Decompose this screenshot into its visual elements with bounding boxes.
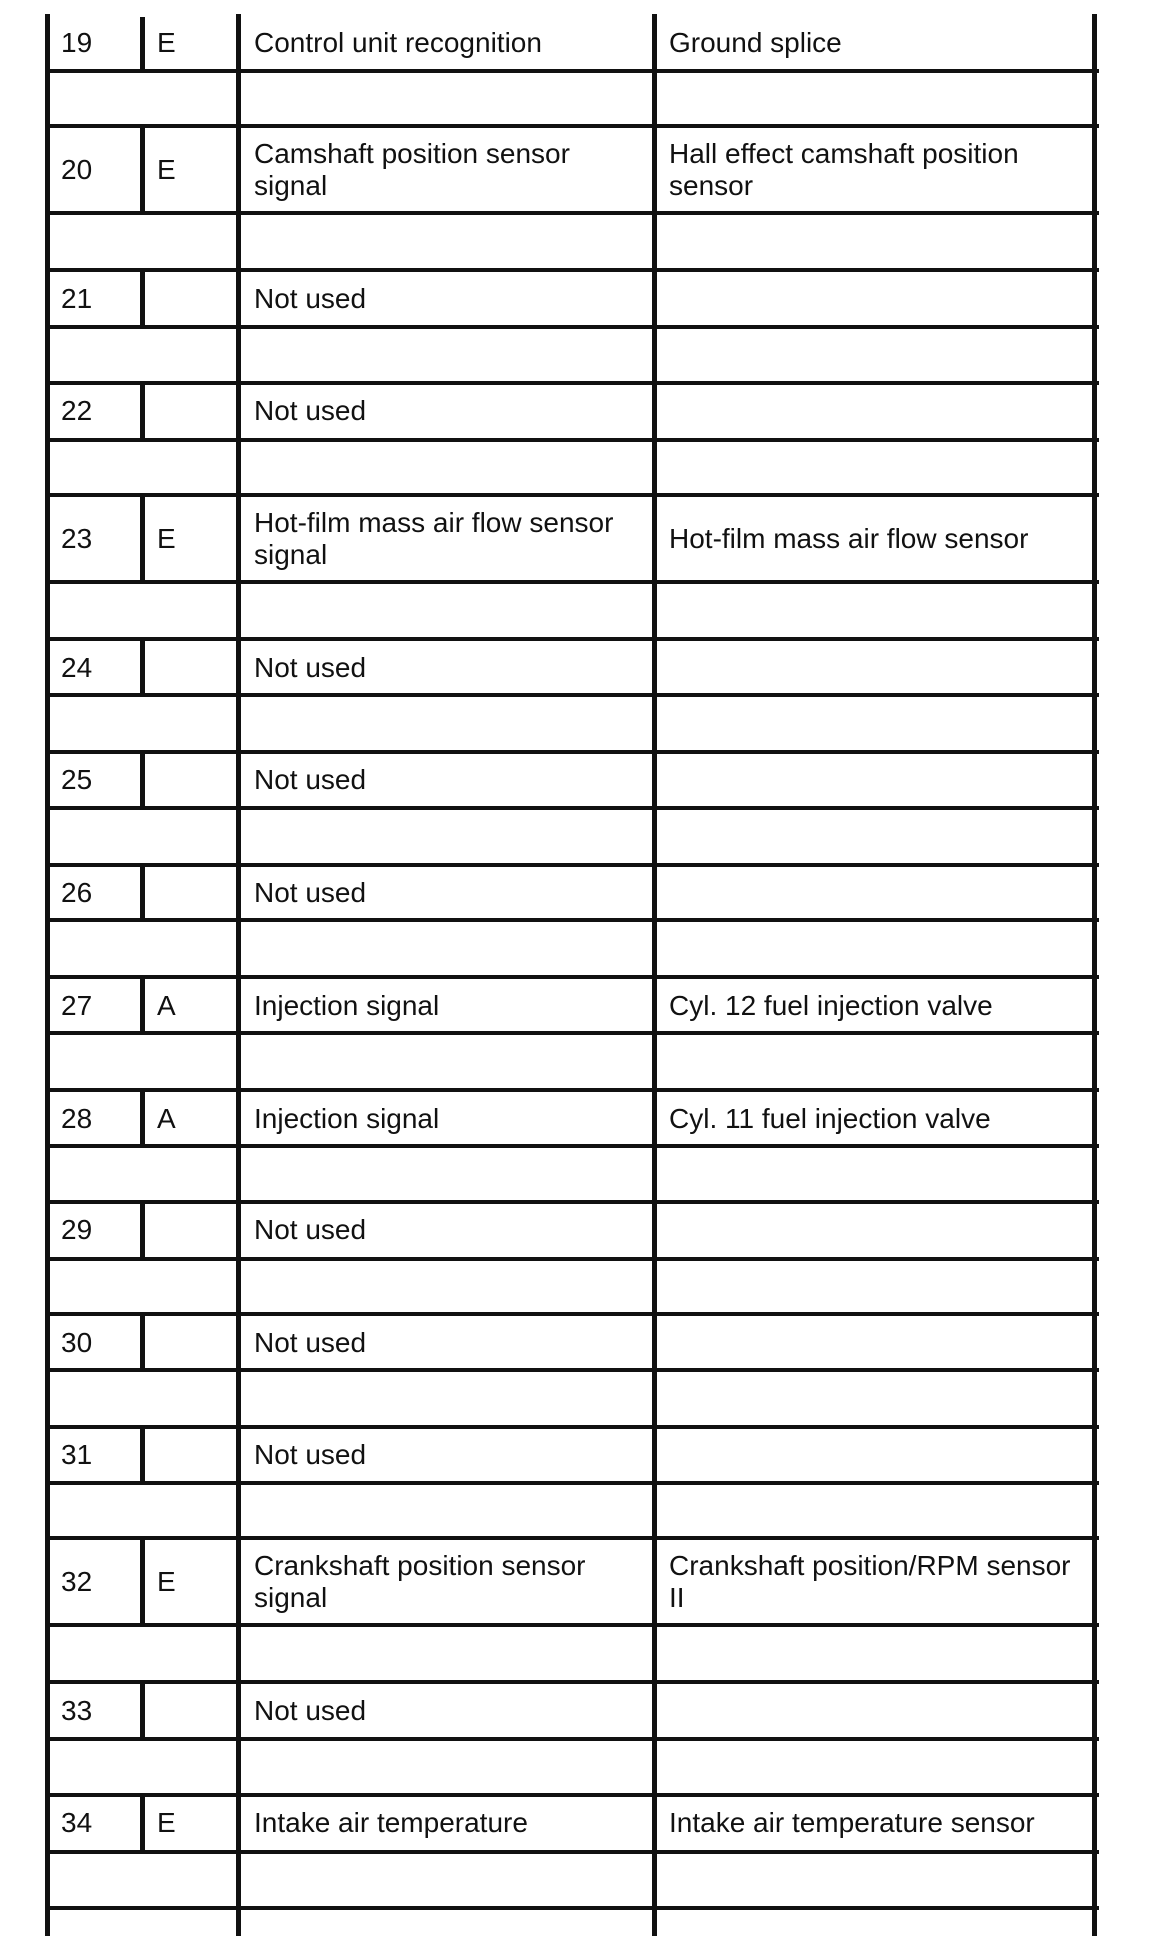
component-name: Cyl. 12 fuel injection valve (669, 989, 993, 1021)
component-name: Hall effect camshaft position sensor (669, 138, 1019, 201)
component-name (669, 273, 1090, 325)
pin-number: 21 (61, 283, 93, 314)
pin-number: 20 (61, 154, 93, 185)
column-divider (140, 126, 145, 213)
column-divider (140, 1795, 145, 1852)
signal-type (157, 754, 231, 805)
pin-number: 22 (61, 395, 93, 426)
row-divider (47, 438, 1099, 442)
column-divider (140, 495, 145, 582)
signal-type (157, 1204, 231, 1256)
row-divider (47, 1737, 1099, 1741)
signal-type: A (157, 1102, 176, 1134)
component-name: Hot-film mass air flow sensor (669, 523, 1029, 554)
column-divider (140, 1090, 145, 1146)
signal-description: Injection signal (254, 1102, 440, 1134)
pin-number: 32 (61, 1566, 93, 1597)
column-divider (140, 17, 145, 70)
column-divider (45, 14, 50, 1936)
column-divider (140, 1202, 145, 1259)
signal-type: E (157, 1566, 176, 1597)
signal-description: Control unit recognition (254, 26, 542, 58)
component-name (669, 754, 1090, 805)
signal-type (157, 1685, 231, 1737)
component-name (669, 1317, 1090, 1368)
row-divider (47, 1481, 1099, 1485)
signal-type: E (157, 523, 176, 554)
row-divider (47, 693, 1099, 697)
signal-type (157, 273, 231, 325)
pin-number: 33 (61, 1695, 93, 1726)
column-divider (140, 383, 145, 440)
signal-type (157, 1429, 231, 1480)
pin-number: 24 (61, 651, 93, 683)
row-divider (47, 975, 1099, 979)
component-name: Cyl. 11 fuel injection valve (669, 1102, 991, 1134)
signal-type: E (157, 1807, 176, 1838)
pin-number: 27 (61, 989, 93, 1021)
signal-description: Intake air temperature (254, 1807, 528, 1838)
column-divider (140, 865, 145, 921)
column-divider (652, 14, 657, 1936)
pin-number: 25 (61, 763, 93, 795)
row-divider (47, 325, 1099, 329)
signal-type: E (157, 26, 176, 58)
component-name (669, 1204, 1090, 1256)
pin-number: 19 (61, 26, 93, 58)
pin-number: 34 (61, 1807, 93, 1838)
row-divider (47, 1144, 1099, 1148)
row-divider (47, 69, 1099, 73)
column-divider (140, 752, 145, 808)
signal-type: E (157, 154, 176, 185)
signal-description: Not used (254, 876, 367, 908)
row-divider (47, 124, 1099, 128)
signal-description: Not used (254, 1695, 367, 1726)
row-divider (47, 580, 1099, 584)
signal-description: Not used (254, 1214, 367, 1245)
pin-number: 26 (61, 876, 93, 908)
signal-description: Camshaft position sensor signal (254, 138, 570, 201)
row-divider (47, 211, 1099, 215)
row-divider (47, 268, 1099, 272)
component-name (669, 867, 1090, 918)
row-divider (47, 1680, 1099, 1684)
column-divider (1092, 14, 1097, 1936)
row-divider (47, 918, 1099, 922)
component-name: Crankshaft position/RPM sensor II (669, 1550, 1071, 1613)
row-divider (47, 637, 1099, 641)
signal-type (157, 642, 231, 693)
component-name (669, 385, 1090, 437)
component-name (669, 642, 1090, 693)
column-divider (236, 14, 241, 1936)
component-name (669, 1429, 1090, 1480)
row-divider (47, 1536, 1099, 1540)
signal-description: Not used (254, 395, 367, 426)
column-divider (140, 270, 145, 327)
signal-description: Injection signal (254, 989, 440, 1021)
column-divider (140, 1427, 145, 1483)
signal-description: Not used (254, 283, 367, 314)
signal-description: Not used (254, 1438, 367, 1470)
pin-number: 31 (61, 1438, 93, 1470)
column-divider (140, 977, 145, 1033)
component-name: Ground splice (669, 26, 842, 58)
signal-description: Not used (254, 763, 367, 795)
component-name (669, 1685, 1090, 1737)
row-divider (47, 1906, 1099, 1910)
pin-number: 30 (61, 1326, 93, 1358)
signal-description: Hot-film mass air flow sensor signal (254, 507, 614, 570)
row-divider (47, 1031, 1099, 1035)
row-divider (47, 1850, 1099, 1854)
row-divider (47, 493, 1099, 497)
signal-type (157, 867, 231, 918)
row-divider (47, 806, 1099, 810)
row-divider (47, 1623, 1099, 1627)
column-divider (140, 1314, 145, 1370)
component-name: Intake air temperature sensor (669, 1807, 1035, 1838)
column-divider (140, 1538, 145, 1625)
row-divider (47, 1368, 1099, 1372)
signal-description: Crankshaft position sensor signal (254, 1550, 586, 1613)
row-divider (47, 1257, 1099, 1261)
signal-description: Not used (254, 651, 367, 683)
signal-description: Not used (254, 1326, 367, 1358)
pin-number: 23 (61, 523, 93, 554)
signal-type (157, 385, 231, 437)
column-divider (140, 1682, 145, 1739)
pin-number: 28 (61, 1102, 93, 1134)
signal-type: A (157, 989, 176, 1021)
column-divider (140, 639, 145, 695)
row-divider (47, 1312, 1099, 1316)
pin-number: 29 (61, 1214, 93, 1245)
signal-type (157, 1317, 231, 1368)
row-divider (47, 1088, 1099, 1092)
